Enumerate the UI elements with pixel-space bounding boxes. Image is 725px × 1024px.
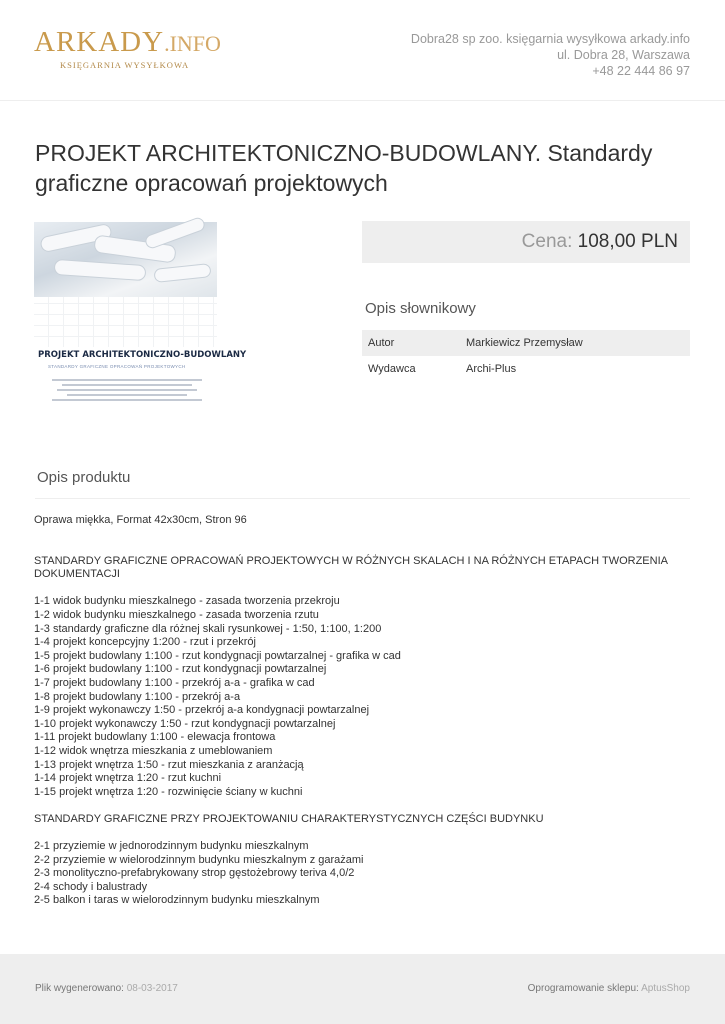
list-item: 1-3 standardy graficzne dla różnej skali rysunkowej - 1:50, 1:100, 1:200 [34, 622, 382, 635]
row-value: Markiewicz Przemysław [460, 330, 690, 356]
section-heading: STANDARDY GRAFICZNE PRZY PROJEKTOWANIU CHARAKTERYSTYCZNYCH CZĘŚCI BUDYNKU [34, 812, 544, 825]
contents-list [34, 840, 684, 908]
cover-subtitle-text: STANDARDY GRAFICZNE OPRACOWAŃ PROJEKTOWYCH [48, 364, 186, 369]
list-item: 1-12 widok wnętrza mieszkania z umeblowaniem [34, 744, 273, 757]
generated-info [35, 983, 178, 994]
list-item: 1-11 projekt budowlany 1:100 - elewacja frontowa [34, 731, 276, 744]
table-row [362, 356, 690, 382]
contents-list [34, 595, 684, 799]
page-header [0, 0, 725, 101]
list-item: 2-4 schody i balustrady [34, 880, 148, 893]
price-box [362, 221, 690, 263]
list-item: 2-2 przyziemie w wielorodzinnym budynku mieszkalnym z garażami [34, 853, 364, 866]
list-item: 1-5 projekt budowlany 1:100 - rzut kondygnacji powtarzalnej - grafika w cad [34, 649, 401, 662]
cover-photo [34, 222, 217, 297]
contact-address: ul. Dobra 28, Warszawa [557, 48, 690, 62]
contact-company: Dobra28 sp zoo. księgarnia wysyłkowa arkady.info [410, 32, 690, 46]
product-title: PROJEKT ARCHITEKTONICZNO-BUDOWLANY. Standardy graficzne opracowań projektowych [35, 140, 653, 196]
list-item: 1-8 projekt budowlany 1:100 - przekrój a-a [34, 690, 241, 703]
row-key: Autor [362, 330, 460, 356]
list-item: 2-3 monolityczno-prefabrykowany strop gęstożebrowy teriva 4,0/2 [34, 867, 355, 880]
row-key: Wydawca [368, 363, 416, 375]
list-item: 1-10 projekt wykonawczy 1:50 - rzut kondygnacji powtarzalnej [34, 717, 336, 730]
logo-suffix-text: .INFO [164, 31, 221, 56]
store-contact [411, 31, 690, 79]
contact-phone: +48 22 444 86 97 [592, 64, 690, 78]
list-item: 1-7 projekt budowlany 1:100 - przekrój a-a - grafika w cad [34, 676, 315, 689]
generated-label: Plik wygenerowano: [35, 983, 124, 994]
table-row [362, 330, 690, 356]
list-item: 1-14 projekt wnętrza 1:20 - rzut kuchni [34, 772, 222, 785]
list-item: 1-15 projekt wnętrza 1:20 - rozwinięcie ściany w kuchni [34, 785, 303, 798]
software-label: Oprogramowanie sklepu: [527, 983, 639, 994]
description-body [34, 514, 684, 908]
list-item: 1-13 projekt wnętrza 1:50 - rzut mieszkania z aranżacją [34, 758, 304, 771]
list-item: 1-2 widok budynku mieszkalnego - zasada tworzenia rzutu [34, 608, 319, 621]
price-value: 108,00 PLN [577, 231, 678, 252]
section-heading: STANDARDY GRAFICZNE OPRACOWAŃ PROJEKTOWYCH W RÓŻNYCH SKALACH I NA RÓŻNYCH ETAPACH TWORZENIA DOKUMENTACJI [34, 554, 668, 581]
cover-blueprint-grid [34, 297, 217, 347]
logo-main-text: ARKADY [34, 26, 165, 58]
cover-title-text: PROJEKT ARCHITEKTONICZNO-BUDOWLANY [38, 350, 247, 360]
price-label: Cena: [521, 231, 573, 252]
description-heading: Opis produktu [37, 469, 131, 486]
list-item: 1-4 projekt koncepcyjny 1:200 - rzut i przekrój [34, 636, 256, 649]
format-line: Oprawa miękka, Format 42x30cm, Stron 96 [34, 514, 247, 526]
software-credit [528, 983, 690, 994]
row-value: Archi-Plus [466, 363, 517, 375]
list-item: 1-6 projekt budowlany 1:100 - rzut kondygnacji powtarzalnej [34, 663, 327, 676]
list-item: 1-1 widok budynku mieszkalnego - zasada tworzenia przekroju [34, 595, 340, 608]
dictionary-table [362, 330, 690, 382]
product-cover-image [34, 222, 247, 450]
price [522, 231, 678, 253]
list-item: 1-9 projekt wykonawczy 1:50 - przekrój a-a kondygnacji powtarzalnej [34, 704, 370, 717]
list-item: 2-1 przyziemie w jednorodzinnym budynku mieszkalnym [34, 840, 309, 853]
store-logo[interactable] [34, 26, 224, 72]
logo-wordmark [34, 26, 224, 60]
logo-tagline: KSIĘGARNIA WYSYŁKOWA [60, 60, 190, 70]
software-link[interactable]: AptusShop [641, 983, 690, 994]
generated-date: 08-03-2017 [126, 983, 178, 994]
list-item: 2-5 balkon i taras w wielorodzinnym budynku mieszkalnym [34, 894, 320, 907]
page-footer [0, 954, 725, 1024]
cover-fine-print [44, 376, 209, 404]
dictionary-heading: Opis słownikowy [365, 300, 476, 317]
divider [35, 498, 690, 499]
